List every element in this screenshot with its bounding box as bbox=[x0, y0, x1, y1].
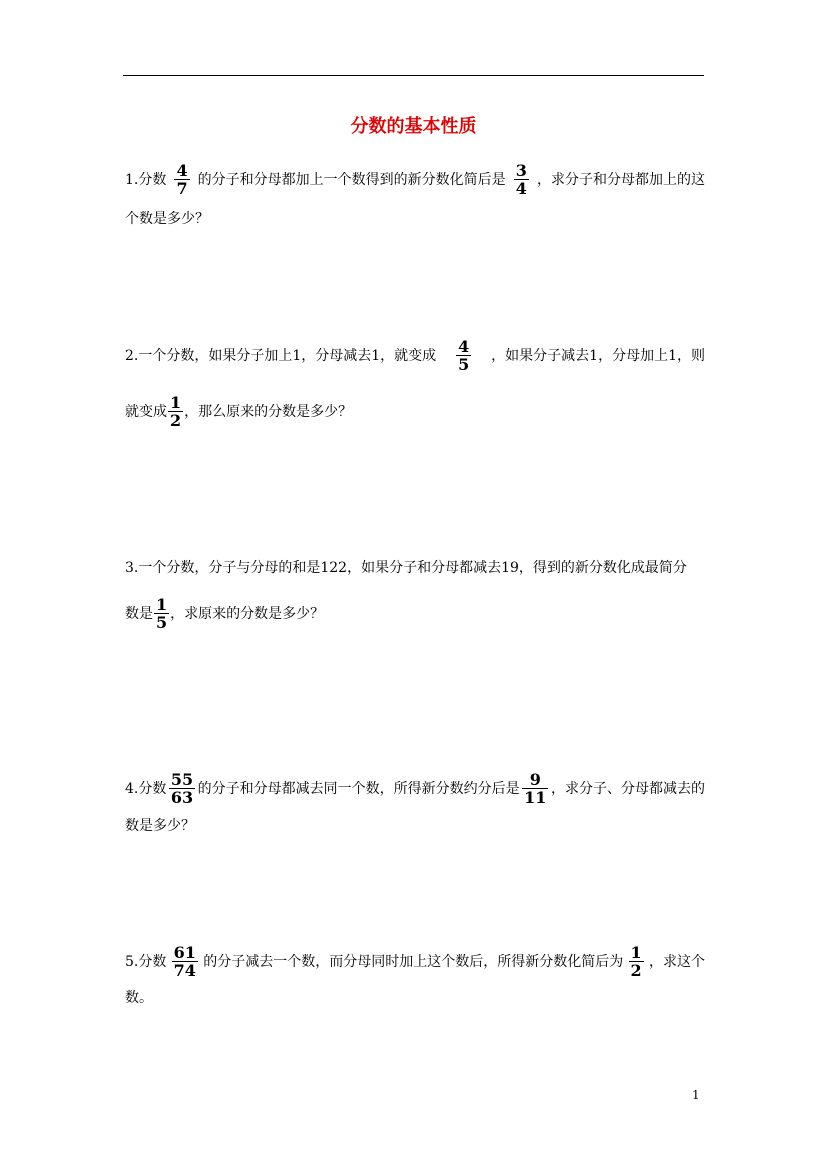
numerator: 1 bbox=[170, 393, 182, 412]
fraction bbox=[155, 596, 168, 631]
problem-1-text-b: 的分子和分母都加上一个数得到的新分数化简后是 bbox=[197, 171, 506, 188]
numerator: 1 bbox=[156, 595, 168, 614]
numerator: 4 bbox=[458, 337, 470, 356]
numerator: 3 bbox=[515, 161, 527, 180]
problem-5-text-a: 5.分数 bbox=[125, 953, 167, 970]
numerator: 55 bbox=[170, 770, 194, 789]
problem-5-text-b: 的分子减去一个数，而分母同时加上这个数后，所得新分数化简后为 bbox=[203, 953, 624, 970]
problem-1-text-a: 1.分数 bbox=[125, 171, 167, 188]
problem-1-line-1 bbox=[125, 162, 705, 197]
page-title: 分数的基本性质 bbox=[350, 116, 477, 137]
numerator: 61 bbox=[173, 943, 196, 962]
fraction bbox=[523, 771, 547, 806]
problem-2-text-c: 就变成 bbox=[125, 403, 167, 420]
page-number: 1 bbox=[692, 1088, 700, 1102]
problem-3-line-1: 3.一个分数，分子与分母的和是122，如果分子和分母都减去19，得到的新分数化成最简分 bbox=[125, 560, 687, 576]
header-rule bbox=[123, 75, 704, 76]
denominator: 5 bbox=[458, 355, 470, 374]
fraction bbox=[175, 162, 188, 197]
problem-5-text-c: ，求这个 bbox=[648, 953, 705, 970]
problem-4-line-1 bbox=[125, 771, 705, 806]
denominator: 74 bbox=[173, 961, 196, 980]
problem-2-line-2 bbox=[125, 394, 705, 429]
denominator: 7 bbox=[176, 179, 188, 198]
problem-2-text-b: ，如果分子减去1，分母加上1，则 bbox=[491, 347, 705, 364]
numerator: 4 bbox=[176, 161, 188, 180]
problem-4-text-c: ，求分子、分母都减去的 bbox=[550, 780, 705, 797]
problem-4-text-b: 的分子和分母都减去同一个数，所得新分数约分后是 bbox=[197, 780, 520, 797]
fraction bbox=[630, 944, 643, 979]
problem-3-text-b: ，求原来的分数是多少？ bbox=[170, 605, 325, 622]
fraction bbox=[170, 771, 194, 806]
fraction bbox=[173, 944, 197, 979]
numerator: 9 bbox=[529, 770, 541, 789]
denominator: 2 bbox=[170, 411, 182, 430]
problem-5-line-1 bbox=[125, 944, 705, 979]
problem-1-text-c: ，求分子和分母都加上的这 bbox=[536, 171, 705, 188]
denominator: 63 bbox=[170, 788, 194, 807]
denominator: 2 bbox=[630, 961, 642, 980]
denominator: 11 bbox=[524, 788, 547, 807]
fraction bbox=[169, 394, 182, 429]
denominator: 4 bbox=[515, 179, 527, 198]
problem-4-line-2: 数是多少？ bbox=[125, 818, 195, 834]
problem-2-line-1 bbox=[125, 338, 705, 373]
problem-1-line-2: 个数是多少？ bbox=[125, 211, 209, 227]
problem-2-text-d: ，那么原来的分数是多少？ bbox=[184, 403, 353, 420]
problem-3-line-2 bbox=[125, 596, 705, 631]
problem-4-text-a: 4.分数 bbox=[125, 780, 167, 797]
problem-3-text-a: 数是 bbox=[125, 605, 153, 622]
fraction bbox=[515, 162, 528, 197]
numerator: 1 bbox=[630, 943, 642, 962]
problem-5-line-2: 数。 bbox=[125, 990, 153, 1006]
problem-2-text-a: 2.一个分数，如果分子加上1，分母减去1，就变成 bbox=[125, 347, 437, 364]
fraction bbox=[457, 338, 470, 373]
denominator: 5 bbox=[156, 613, 168, 632]
